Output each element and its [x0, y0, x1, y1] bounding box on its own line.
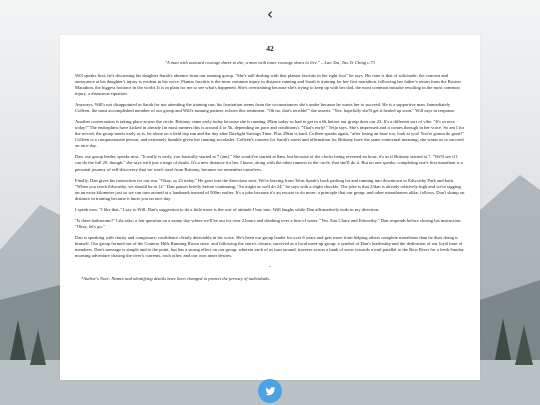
story-paragraph-3: Another conversation is taking place across the circle. Brittany came early today because she is running 29km today so had to get in a 6k before our group does our 23. It's a different sort of vibe. "It's so nice today!" The endorphins have kicked in already (in most runners this is around 4 or 5k, depending on pace and conditions). "That's early!" Teija says. She's impressed and it comes through in her voice. So am I for the record; the group meets early as is, let alone on a field trip run and the day after Daylight Savings Time. Plus 29km is hard. Colleen speaks again, "after losing an hour too, look at you! You're gonna do great!" Colleen is a compassionate person, and extremely humble given her running accolades. Colleen's consent for Sarah's stress and affirmation for Brittany have the same contextual meaning; she wants us to succeed on race day.: [75, 119, 465, 149]
author-note: *Author's Note: Names and identifying details have been changed to protect the privacy of individuals.: [81, 276, 271, 282]
story-page: [60, 35, 480, 380]
story-paragraph-7: "Is there bathrooms?" Lila asks; a fair question on a sunny day where we'll be out for over 2 hours and drinking over a litre of water. "Yes. Eau Claire and Edworthy," Dan responds before closing his instruction. "Okay, let's go.": [75, 217, 462, 229]
story-paragraph-5: Finally, Dan gives his instruction for our run. "Okay, so 23 today." He goes into the directions next. We're leaving from Telus Spark's back parking lot and running into downtown to Edworthy Park and back. "When you reach Edworthy, we should be at 12." Dan pauses briefly before continuing, "So might as well do 24," he says with a slight chuckle. The joke is that 23km is already relatively high and we're tagging on an extra kilometer just so we can turn around at a landmark instead of 500m earlier. It's a joke because it's an excuse to do more; a principle that our group, and other marathoners alike, follows. Don't skimp on distance in training because it hurts you on race day.: [75, 177, 465, 201]
epigraph-quote: "A man with outward courage dares to die; a man with inner courage dares to live." – Lao Tzu, Tao Te Ching c.73: [164, 60, 376, 65]
story-paragraph-2: Anyways, Will's not disappointed in Sarah for not attending the training run; his frustration stems from the circumstances she's under because he wants her to succeed. He is a supportive man. Immediately Colleen, the most accomplished member of our group and Will's running partner, echoes this sentiment. "Oh no, that's terrible!" she asserts. "Yea, hopefully she'll get it healed up soon," Will says in response.: [75, 101, 456, 114]
twitter-share-button[interactable]: [258, 379, 282, 403]
section-separator: ~: [268, 264, 272, 270]
twitter-bird-icon: [265, 386, 276, 397]
story-paragraph-1: Will speaks first; he's discussing his daughter Sarah's absence from our running group. "She's still dealing with that plantar fasciitis in her right foot" he says. His tone is that of solicitude; the concern and annoyance at his daughter's injury is evident in his voice. Plantar fasciitis is the most common injury in distance running and Sarah is training for her first marathon, following her father's return from the Boston Marathon, the biggest footrace in the world. It is in plain for me to see what's happened. She's overtraining because she's trying to keep up with her dad, the most common mistake resulting in the most common injury, a disastrous equation.: [75, 72, 461, 96]
page-number: 42: [266, 44, 274, 53]
story-paragraph-6: I speak now. "I like that." I say to Will. Dan's suggestion to do a little more is the sort of attitude I buy into. Will laughs while Dan affirmatively nods in my direction.: [75, 206, 380, 212]
top-navigation-bar: [0, 0, 540, 28]
previous-page-arrow-icon[interactable]: ‹: [267, 4, 273, 23]
story-paragraph-4: Dan, our group leader, speaks now. "It really is early, you basically started at 7 (am)." She would've started at 8am, but because of the clocks being reversed an hour; it's as if Brittany started at 7. "We'll see if I can do the full 29, though," she says with just a tinge of doubt. It's a new distance for her. I know, along with the other runners in the circle, that she'll do it. But no one speaks; completing one's first marathon is a personal journey of self-discovery that we won't steal from Brittany, because we remember ourselves.: [75, 154, 463, 172]
story-paragraph-8: Dan is speaking with clarity and composure; confidence clearly detectable in his voice. He's been our group leader for over 6 years and gets more from helping others complete marathons than he does doing it himself. Our group formed out of the Country Hills Running Room store, and following the store's closure, survived as a local meet-up group; a symbol of Dan's leadership and the dedication of our loyal base of members. Dan's message is simple and to the point, but has a strong effect on our group, wherein each of us turn around, traverse across a bank of snow towards a trail parallel to the Bow River for a fresh Sunday morning adventure chasing the river's currents, each other, and our own inner desires.: [75, 235, 465, 259]
